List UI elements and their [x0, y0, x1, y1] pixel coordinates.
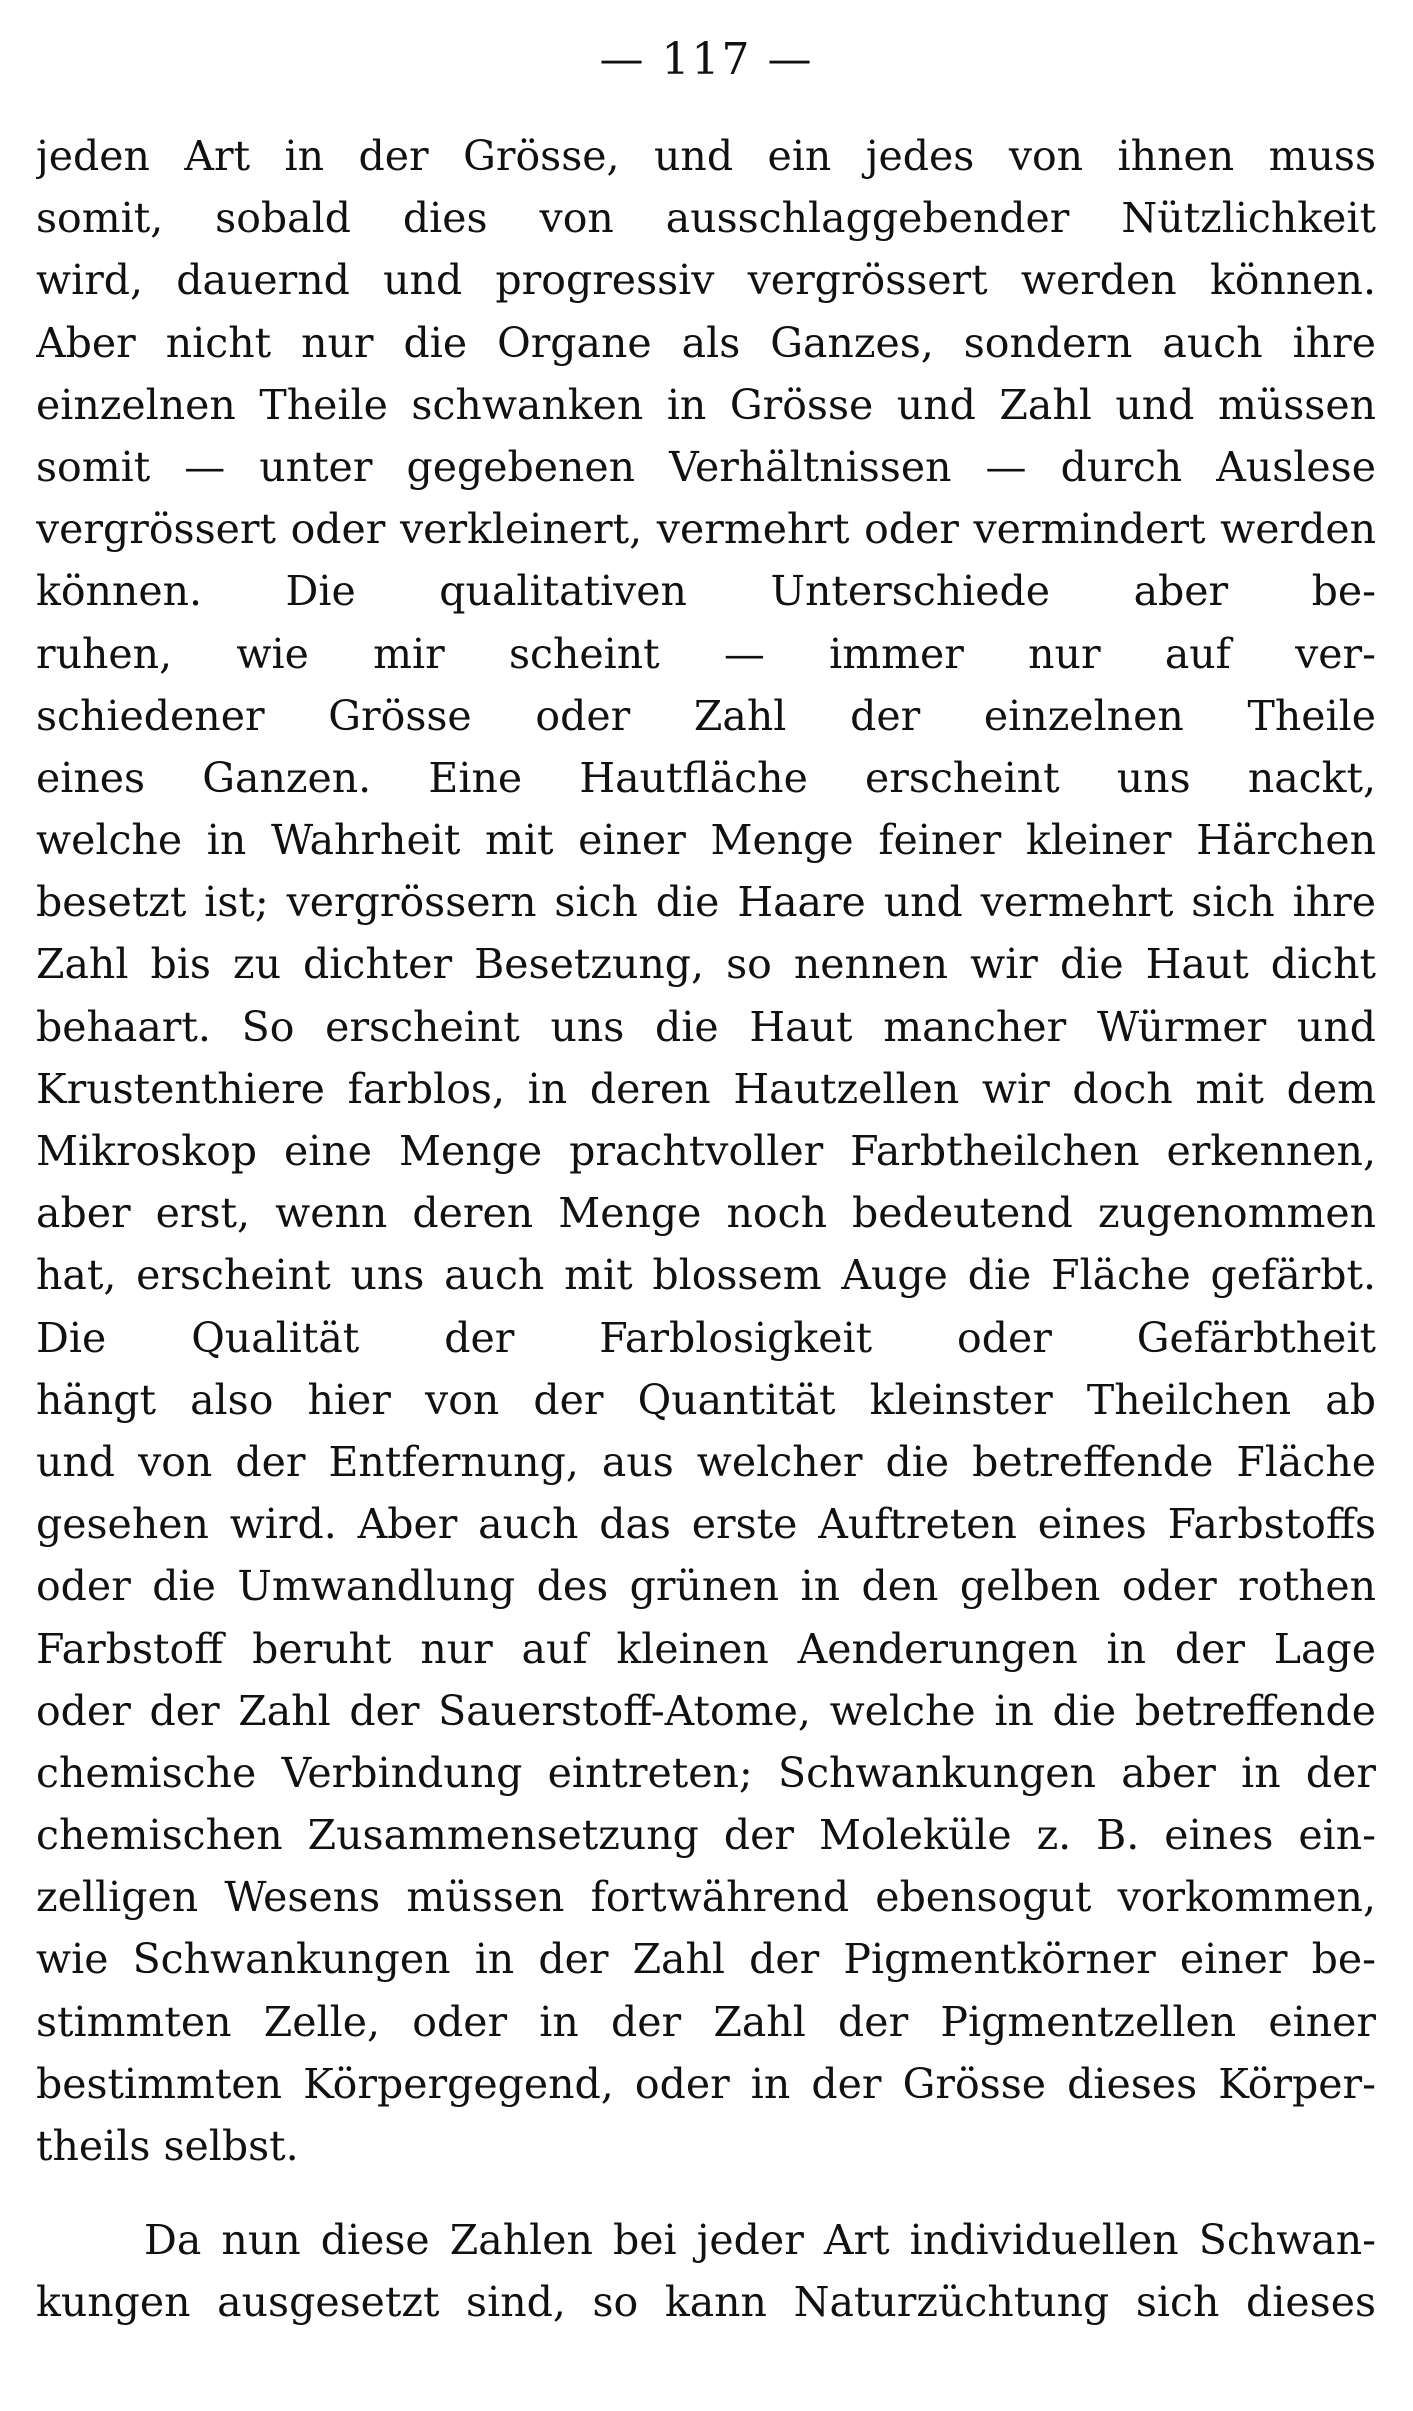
text-line: eines Ganzen. Eine Hautfläche erscheint uns nackt,: [36, 753, 1376, 802]
text-line: Aber nicht nur die Organe als Ganzes, sondern auch ihre: [36, 318, 1376, 367]
text-line: können. Die qualitativen Unterschiede aber be-: [36, 567, 1376, 616]
page-number: — 117 —: [599, 34, 814, 85]
paragraph-2: [36, 2209, 1376, 2333]
text-line: Mikroskop eine Menge prachtvoller Farbtheilchen erkennen,: [36, 1127, 1376, 1175]
text-line: oder der Zahl der Sauerstoff-Atome, welche in die betreffende: [36, 1686, 1376, 1735]
text-line: behaart. So erscheint uns die Haut mancher Würmer und: [36, 1002, 1376, 1051]
text-line: einzelnen Theile schwanken in Grösse und Zahl und müssen: [36, 380, 1376, 429]
text-line: chemische Verbindung eintreten; Schwankungen aber in der: [36, 1748, 1376, 1797]
text-line: gesehen wird. Aber auch das erste Auftreten eines Farbstoffs: [36, 1500, 1376, 1549]
text-line: somit, sobald dies von ausschlaggebender Nützlichkeit: [36, 194, 1376, 243]
text-line: besetzt ist; vergrössern sich die Haare und vermehrt sich ihre: [36, 878, 1376, 927]
text-line: hängt also hier von der Quantität kleinster Theilchen ab: [36, 1375, 1376, 1424]
text-line: bestimmten Körpergegend, oder in der Grösse dieses Körper-: [36, 2059, 1376, 2108]
text-line: Die Qualität der Farblosigkeit oder Gefärbtheit: [36, 1313, 1376, 1362]
text-line: wie Schwankungen in der Zahl der Pigmentkörner einer be-: [36, 1935, 1376, 1984]
text-line: theils selbst.: [36, 2122, 299, 2170]
text-line: kungen ausgesetzt sind, so kann Naturzüchtung sich dieses: [36, 2278, 1376, 2327]
text-line: aber erst, wenn deren Menge noch bedeutend zugenommen: [36, 1189, 1376, 1238]
text-line: vergrössert oder verkleinert, vermehrt oder vermindert werden: [36, 505, 1376, 554]
text-line: hat, erscheint uns auch mit blossem Auge die Fläche gefärbt.: [36, 1251, 1376, 1300]
text-line: und von der Entfernung, aus welcher die betreffende Fläche: [36, 1437, 1376, 1486]
text-line: Da nun diese Zahlen bei jeder Art individuellen Schwan-: [144, 2216, 1376, 2265]
text-line: Krustenthiere farblos, in deren Hautzellen wir doch mit dem: [36, 1064, 1376, 1113]
text-line: Farbstoff beruht nur auf kleinen Aenderungen in der Lage: [36, 1624, 1376, 1673]
text-line: wird, dauernd und progressiv vergrössert werden können.: [36, 256, 1376, 305]
body-text: [36, 125, 1376, 2334]
text-line: zelligen Wesens müssen fortwährend ebensogut vorkommen,: [36, 1873, 1376, 1922]
text-line: ruhen, wie mir scheint — immer nur auf ver-: [36, 629, 1376, 678]
text-line: somit — unter gegebenen Verhältnissen — durch Auslese: [36, 442, 1376, 491]
text-line: chemischen Zusammensetzung der Moleküle z. B. eines ein-: [36, 1811, 1376, 1860]
text-line: stimmten Zelle, oder in der Zahl der Pigmentzellen einer: [36, 1997, 1376, 2046]
text-line: oder die Umwandlung des grünen in den gelben oder rothen: [36, 1562, 1376, 1611]
text-line: welche in Wahrheit mit einer Menge feiner kleiner Härchen: [36, 816, 1376, 865]
text-line: jeden Art in der Grösse, und ein jedes von ihnen muss: [36, 132, 1376, 180]
text-line: schiedener Grösse oder Zahl der einzelnen Theile: [36, 691, 1376, 740]
paragraph-1: [36, 125, 1376, 2177]
text-line: Zahl bis zu dichter Besetzung, so nennen wir die Haut dicht: [36, 940, 1376, 989]
